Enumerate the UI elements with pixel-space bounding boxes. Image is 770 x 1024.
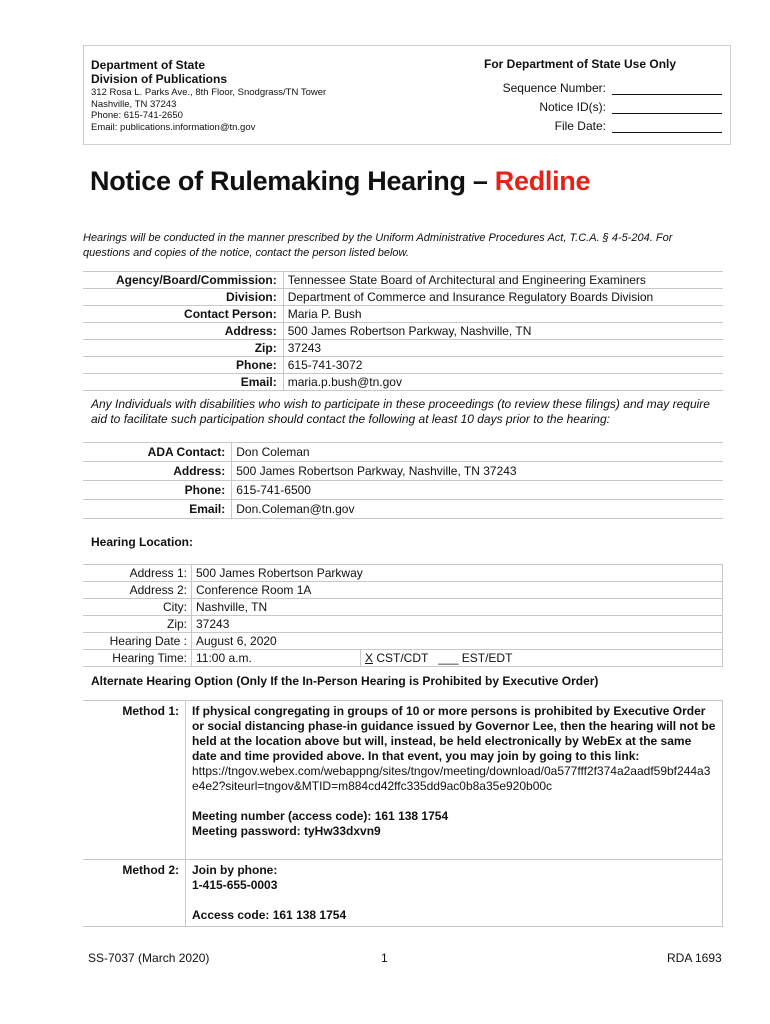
ada-row bbox=[83, 443, 723, 462]
footer-form-id: SS-7037 (March 2020) bbox=[88, 951, 210, 965]
cst-label: CST/CDT bbox=[373, 651, 429, 665]
timezone-options bbox=[361, 650, 723, 667]
agency-row bbox=[83, 374, 723, 391]
location-row-label: Zip: bbox=[83, 616, 192, 633]
method-2-label: Method 2: bbox=[83, 860, 186, 927]
agency-row-value: Department of Commerce and Insurance Regulatory Boards Division bbox=[283, 289, 723, 306]
phone-access-code: Access code: 161 138 1754 bbox=[192, 908, 347, 922]
method-1-text: If physical congregating in groups of 10 or more persons is prohibited by Executive Order or social distancing phase-in guidance issued by Governor Lee, then the hearing will not be held at the location above but will, instead, be held electronically by WebEx at the same date and time provided above. In that event, you may join by going to this link: bbox=[192, 704, 716, 763]
page-title-redline: Redline bbox=[494, 166, 591, 196]
location-row bbox=[83, 633, 723, 650]
location-row bbox=[83, 582, 723, 599]
footer-page-number: 1 bbox=[381, 951, 388, 965]
location-row-label: Address 2: bbox=[83, 582, 192, 599]
agency-row-label: Email: bbox=[83, 374, 283, 391]
department-block bbox=[91, 58, 326, 133]
ada-row-label: Address: bbox=[83, 462, 232, 481]
join-by-phone-label: Join by phone: bbox=[192, 863, 278, 877]
department-phone: Phone: 615-741-2650 bbox=[91, 110, 183, 121]
agency-row-value: 500 James Robertson Parkway, Nashville, TN bbox=[283, 323, 723, 340]
agency-row-value: 37243 bbox=[283, 340, 723, 357]
location-row bbox=[83, 565, 723, 582]
sequence-number-label: Sequence Number: bbox=[502, 81, 606, 95]
agency-row bbox=[83, 323, 723, 340]
notice-id-label: Notice ID(s): bbox=[539, 100, 606, 114]
agency-row-label: Division: bbox=[83, 289, 283, 306]
file-date-label: File Date: bbox=[554, 119, 606, 133]
location-row-label: City: bbox=[83, 599, 192, 616]
location-row-label: Address 1: bbox=[83, 565, 192, 582]
hearing-time-row bbox=[83, 650, 723, 667]
intro-text: Hearings will be conducted in the manner prescribed by the Uniform Administrative Procedures Act, T.C.A. § 4-5-204. For questions and copies of the notice, contact the person listed below. bbox=[83, 232, 673, 259]
ada-row-value: Don.Coleman@tn.gov bbox=[232, 500, 723, 519]
location-row-value: 500 James Robertson Parkway bbox=[192, 565, 723, 582]
location-row-value: 37243 bbox=[192, 616, 723, 633]
agency-row bbox=[83, 306, 723, 323]
ada-row-label: Email: bbox=[83, 500, 232, 519]
footer-rda: RDA 1693 bbox=[667, 951, 722, 965]
location-row-value: Nashville, TN bbox=[192, 599, 723, 616]
location-row-value: August 6, 2020 bbox=[192, 633, 723, 650]
agency-row-value: maria.p.bush@tn.gov bbox=[283, 374, 723, 391]
join-phone-number: 1-415-655-0003 bbox=[192, 878, 278, 892]
hearing-time-label: Hearing Time: bbox=[83, 650, 192, 667]
method-2-details bbox=[186, 860, 723, 927]
agency-row-label: Contact Person: bbox=[83, 306, 283, 323]
notice-id-row bbox=[470, 100, 722, 119]
department-email: Email: publications.information@tn.gov bbox=[91, 121, 256, 133]
dos-use-title: For Department of State Use Only bbox=[484, 57, 677, 71]
hearing-time-value: 11:00 a.m. bbox=[192, 650, 361, 667]
location-row bbox=[83, 616, 723, 633]
agency-row bbox=[83, 272, 723, 289]
est-mark: ___ bbox=[438, 651, 459, 665]
method-1-details bbox=[186, 701, 723, 860]
method-1-label: Method 1: bbox=[83, 701, 186, 860]
department-name: Department of State bbox=[91, 58, 206, 72]
location-row-value: Conference Room 1A bbox=[192, 582, 723, 599]
method-1-row bbox=[83, 701, 723, 860]
agency-row-value: Tennessee State Board of Architectural and Engineering Examiners bbox=[283, 272, 723, 289]
alternate-hearing-heading: Alternate Hearing Option (Only If the In-Person Hearing is Prohibited by Executive Order) bbox=[91, 674, 599, 688]
ada-row-label: Phone: bbox=[83, 481, 232, 500]
webex-link[interactable]: https://tngov.webex.com/webappng/sites/tngov/meeting/download/0a577fff2f374a2aadf59bf244a3e4e2?siteurl=tngov&MTID=m884cd42ffc335dd9ac0b8a35e920b00c bbox=[192, 764, 711, 793]
division-name: Division of Publications bbox=[91, 72, 228, 86]
sequence-number-line bbox=[612, 82, 722, 95]
agency-row bbox=[83, 289, 723, 306]
notice-id-line bbox=[612, 101, 722, 114]
dos-use-fields bbox=[470, 81, 722, 138]
meeting-number: Meeting number (access code): 161 138 1754 bbox=[192, 809, 449, 823]
est-label: EST/EDT bbox=[458, 651, 513, 665]
ada-table bbox=[83, 442, 723, 519]
ada-text: Any Individuals with disabilities who wish to participate in these proceedings (to review these filings) and may require aid to facilitate such participation should contact the following at least 10 days prior to the hearing: bbox=[91, 397, 710, 426]
agency-row-value: 615-741-3072 bbox=[283, 357, 723, 374]
ada-row-value: 615-741-6500 bbox=[232, 481, 723, 500]
page-title-main: Notice of Rulemaking Hearing – bbox=[90, 166, 495, 196]
sequence-number-row bbox=[470, 81, 722, 100]
agency-row bbox=[83, 340, 723, 357]
agency-row-label: Address: bbox=[83, 323, 283, 340]
location-row-label: Hearing Date : bbox=[83, 633, 192, 650]
agency-row-value: Maria P. Bush bbox=[283, 306, 723, 323]
department-city: Nashville, TN 37243 bbox=[91, 98, 177, 110]
ada-row-label: ADA Contact: bbox=[83, 443, 232, 462]
agency-row-label: Phone: bbox=[83, 357, 283, 374]
meeting-password: Meeting password: tyHw33dxvn9 bbox=[192, 824, 381, 838]
method-2-row bbox=[83, 860, 723, 927]
location-row bbox=[83, 599, 723, 616]
department-address: 312 Rosa L. Parks Ave., 8th Floor, Snodgrass/TN Tower bbox=[91, 87, 327, 98]
ada-row bbox=[83, 462, 723, 481]
page-title bbox=[90, 166, 590, 197]
ada-row bbox=[83, 500, 723, 519]
agency-row bbox=[83, 357, 723, 374]
hearing-location-heading: Hearing Location: bbox=[91, 535, 194, 549]
agency-row-label: Agency/Board/Commission: bbox=[83, 272, 283, 289]
hearing-location-table bbox=[83, 564, 723, 667]
ada-row-value: Don Coleman bbox=[232, 443, 723, 462]
ada-row bbox=[83, 481, 723, 500]
alternate-methods-table bbox=[83, 700, 723, 927]
file-date-line bbox=[612, 120, 722, 133]
agency-table bbox=[83, 271, 723, 391]
ada-row-value: 500 James Robertson Parkway, Nashville, TN 37243 bbox=[232, 462, 723, 481]
agency-row-label: Zip: bbox=[83, 340, 283, 357]
file-date-row bbox=[470, 119, 722, 138]
cst-mark: X bbox=[365, 651, 374, 665]
